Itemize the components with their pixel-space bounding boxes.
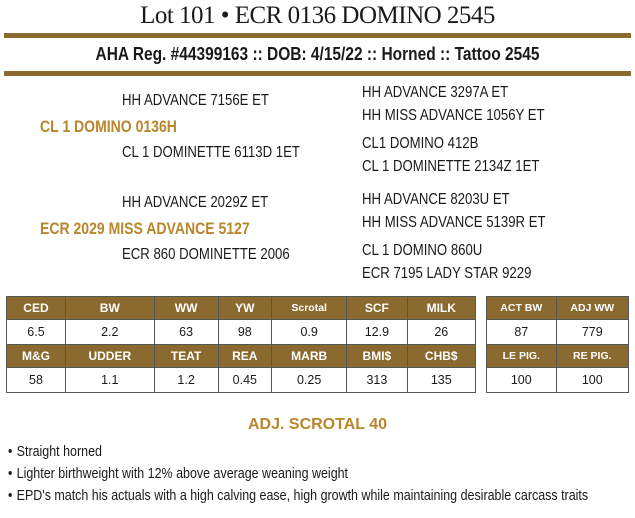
- dam-sire-dam: HH MISS ADVANCE 5139R ET: [362, 214, 546, 231]
- actuals-value-row-2: [487, 368, 629, 393]
- epd-value: 313: [347, 368, 407, 393]
- dam-sire-sire: HH ADVANCE 8203U ET: [362, 191, 510, 208]
- epd-header: REA: [218, 345, 272, 368]
- epd-header: MILK: [407, 297, 475, 320]
- dam-dam-sire: CL 1 DOMINO 860U: [362, 242, 483, 259]
- actuals-value: 87: [487, 320, 557, 345]
- actuals-table: [486, 296, 629, 393]
- epd-header: WW: [154, 297, 218, 320]
- epd-header-row-2: [7, 345, 476, 368]
- actuals-header-row-1: [487, 297, 629, 320]
- sire-sire-sire: HH ADVANCE 3297A ET: [362, 84, 509, 101]
- epd-header: M&G: [7, 345, 66, 368]
- dam-dam: ECR 860 DOMINETTE 2006: [122, 246, 290, 263]
- actuals-header: RE PIG.: [556, 345, 628, 368]
- epd-header: BW: [65, 297, 154, 320]
- epd-header: BMI$: [347, 345, 407, 368]
- registration-line: AHA Reg. #44399163 :: DOB: 4/15/22 :: Horned :: Tattoo 2545: [95, 44, 540, 64]
- epd-value: 2.2: [65, 320, 154, 345]
- epd-value: 0.45: [218, 368, 272, 393]
- dam-sire: HH ADVANCE 2029Z ET: [122, 194, 269, 211]
- sire-dam-sire: CL1 DOMINO 412B: [362, 135, 479, 152]
- epd-value: 26: [407, 320, 475, 345]
- sire: CL 1 DOMINO 0136H: [40, 118, 177, 136]
- epd-value: 6.5: [7, 320, 66, 345]
- epd-value: 98: [218, 320, 272, 345]
- epd-value: 1.1: [65, 368, 154, 393]
- actuals-header: ADJ WW: [556, 297, 628, 320]
- epd-header: YW: [218, 297, 272, 320]
- note-item: • EPD's match his actuals with a high calving ease, high growth while maintaining desirable carcass traits: [8, 485, 588, 507]
- epd-header-row-1: [7, 297, 476, 320]
- epd-value: 63: [154, 320, 218, 345]
- actuals-header: LE PIG.: [487, 345, 557, 368]
- sire-dam-dam: CL 1 DOMINETTE 2134Z 1ET: [362, 158, 540, 175]
- epd-value: 0.9: [272, 320, 347, 345]
- top-rule: [4, 33, 631, 38]
- actuals-header: ACT BW: [487, 297, 557, 320]
- lot-title: Lot 101 • ECR 0136 DOMINO 2545: [140, 2, 495, 29]
- epd-value: 12.9: [347, 320, 407, 345]
- epd-header: CHB$: [407, 345, 475, 368]
- epd-value-row-2: [7, 368, 476, 393]
- epd-value-row-1: [7, 320, 476, 345]
- epd-header: MARB: [272, 345, 347, 368]
- epd-header: TEAT: [154, 345, 218, 368]
- bottom-rule: [4, 71, 631, 76]
- adj-scrotal: ADJ. SCROTAL 40: [248, 416, 387, 433]
- epd-header: UDDER: [65, 345, 154, 368]
- actuals-header-row-2: [487, 345, 629, 368]
- actuals-value: 779: [556, 320, 628, 345]
- epd-value: 1.2: [154, 368, 218, 393]
- sire-dam: CL 1 DOMINETTE 6113D 1ET: [122, 144, 300, 161]
- epd-header: Scrotal: [272, 297, 347, 320]
- epd-header: SCF: [347, 297, 407, 320]
- actuals-value-row-1: [487, 320, 629, 345]
- note-item: • Lighter birthweight with 12% above average weaning weight: [8, 463, 588, 485]
- actuals-value: 100: [556, 368, 628, 393]
- sire-sire-dam: HH MISS ADVANCE 1056Y ET: [362, 107, 545, 124]
- actuals-value: 100: [487, 368, 557, 393]
- dam: ECR 2029 MISS ADVANCE 5127: [40, 220, 250, 238]
- epd-value: 135: [407, 368, 475, 393]
- epd-table: [6, 296, 476, 393]
- notes-list: [8, 441, 635, 507]
- epd-header: CED: [7, 297, 66, 320]
- note-item: • Straight horned: [8, 441, 588, 463]
- dam-dam-dam: ECR 7195 LADY STAR 9229: [362, 265, 532, 282]
- sire-sire: HH ADVANCE 7156E ET: [122, 92, 269, 109]
- epd-value: 58: [7, 368, 66, 393]
- epd-value: 0.25: [272, 368, 347, 393]
